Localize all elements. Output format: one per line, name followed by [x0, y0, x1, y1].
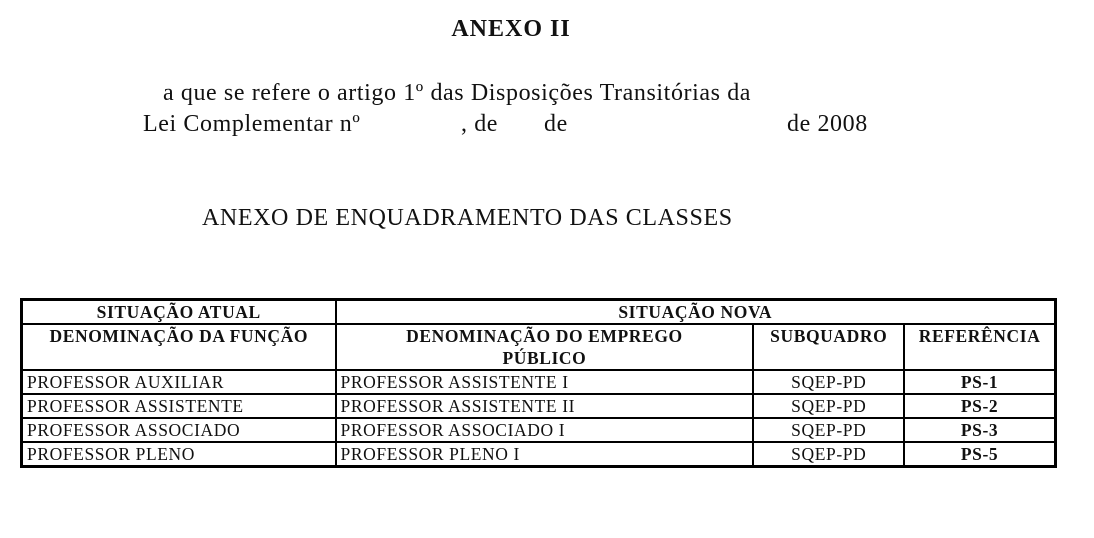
- header-subframe: SUBQUADRO: [753, 324, 904, 370]
- reference-date-de-2: de: [544, 111, 568, 137]
- table-row: [22, 394, 1056, 418]
- cell-employment: PROFESSOR ASSOCIADO I: [336, 418, 754, 442]
- cell-subframe: SQEP-PD: [753, 418, 904, 442]
- reference-law-label: Lei Complementar nº: [143, 111, 361, 137]
- cell-subframe: SQEP-PD: [753, 442, 904, 467]
- enquadramento-table: [20, 298, 1057, 468]
- cell-function: PROFESSOR ASSOCIADO: [22, 418, 336, 442]
- cell-function: PROFESSOR PLENO: [22, 442, 336, 467]
- cell-reference: PS-1: [904, 370, 1055, 394]
- reference-date-de-1: , de: [461, 111, 499, 137]
- document-title: ANEXO II: [451, 16, 571, 42]
- table-row: [22, 442, 1056, 467]
- document-subtitle: ANEXO DE ENQUADRAMENTO DAS CLASSES: [202, 205, 733, 231]
- cell-employment: PROFESSOR ASSISTENTE I: [336, 370, 754, 394]
- table-row: [22, 370, 1056, 394]
- group-header-row: [22, 300, 1056, 325]
- cell-reference: PS-5: [904, 442, 1055, 467]
- cell-function: PROFESSOR ASSISTENTE: [22, 394, 336, 418]
- column-header-row: [22, 324, 1056, 370]
- cell-reference: PS-2: [904, 394, 1055, 418]
- cell-function: PROFESSOR AUXILIAR: [22, 370, 336, 394]
- header-situacao-nova: SITUAÇÃO NOVA: [336, 300, 1056, 325]
- reference-line-1: a que se refere o artigo 1º das Disposições Transitórias da: [163, 80, 752, 106]
- cell-subframe: SQEP-PD: [753, 370, 904, 394]
- cell-employment: PROFESSOR PLENO I: [336, 442, 754, 467]
- header-employment-name: DENOMINAÇÃO DO EMPREGO PÚBLICO: [336, 324, 754, 370]
- reference-year: de 2008: [787, 111, 868, 137]
- table-row: [22, 418, 1056, 442]
- cell-subframe: SQEP-PD: [753, 394, 904, 418]
- header-situacao-atual: SITUAÇÃO ATUAL: [22, 300, 336, 325]
- cell-employment: PROFESSOR ASSISTENTE II: [336, 394, 754, 418]
- header-reference: REFERÊNCIA: [904, 324, 1055, 370]
- cell-reference: PS-3: [904, 418, 1055, 442]
- header-function-name: DENOMINAÇÃO DA FUNÇÃO: [22, 324, 336, 370]
